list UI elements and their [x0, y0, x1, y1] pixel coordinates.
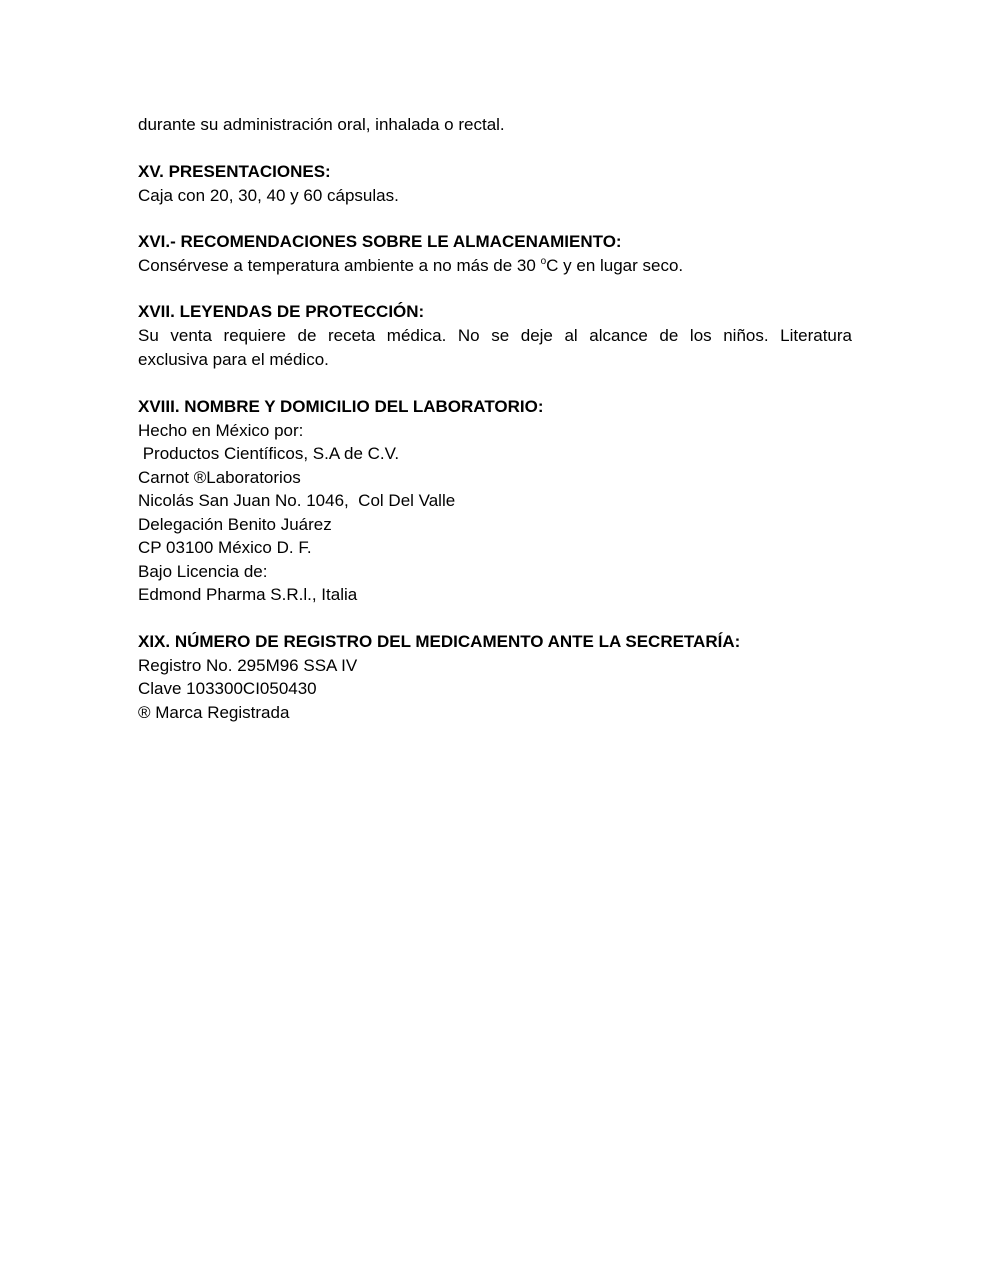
leyendas-line: exclusiva para el médico.	[138, 350, 329, 369]
degree-superscript: o	[540, 256, 547, 267]
continuation-text: durante su administración oral, inhalada o rectal.	[138, 115, 505, 134]
almacenamiento-text-after: C y en lugar seco.	[546, 256, 684, 275]
almacenamiento-text	[138, 256, 683, 276]
registro-line: Clave 103300CI050430	[138, 679, 317, 698]
laboratorio-line: Delegación Benito Juárez	[138, 515, 332, 534]
section-heading-registro: XIX. NÚMERO DE REGISTRO DEL MEDICAMENTO ANTE LA SECRETARÍA:	[138, 632, 741, 651]
laboratorio-line: Hecho en México por:	[138, 421, 304, 440]
section-heading-presentaciones: XV. PRESENTACIONES:	[138, 162, 331, 181]
laboratorio-line: Carnot ®Laboratorios	[138, 468, 301, 487]
presentaciones-text: Caja con 20, 30, 40 y 60 cápsulas.	[138, 186, 399, 205]
registro-line: Registro No. 295M96 SSA IV	[138, 656, 358, 675]
registro-line: ® Marca Registrada	[138, 703, 290, 722]
laboratorio-line: Nicolás San Juan No. 1046, Col Del Valle	[138, 491, 456, 510]
section-heading-laboratorio: XVIII. NOMBRE Y DOMICILIO DEL LABORATORIO:	[138, 397, 544, 416]
laboratorio-line: CP 03100 México D. F.	[138, 538, 312, 557]
leyendas-line: Su venta requiere de receta médica. No se deje al alcance de los niños. Literatura	[138, 326, 852, 345]
laboratorio-line: Edmond Pharma S.R.l., Italia	[138, 585, 358, 604]
laboratorio-line: Productos Científicos, S.A de C.V.	[138, 444, 400, 463]
section-heading-almacenamiento: XVI.- RECOMENDACIONES SOBRE LE ALMACENAMIENTO:	[138, 232, 622, 251]
laboratorio-line: Bajo Licencia de:	[138, 562, 268, 581]
section-heading-leyendas: XVII. LEYENDAS DE PROTECCIÓN:	[138, 302, 425, 321]
almacenamiento-text-before: Consérvese a temperatura ambiente a no más de 30	[138, 256, 541, 275]
